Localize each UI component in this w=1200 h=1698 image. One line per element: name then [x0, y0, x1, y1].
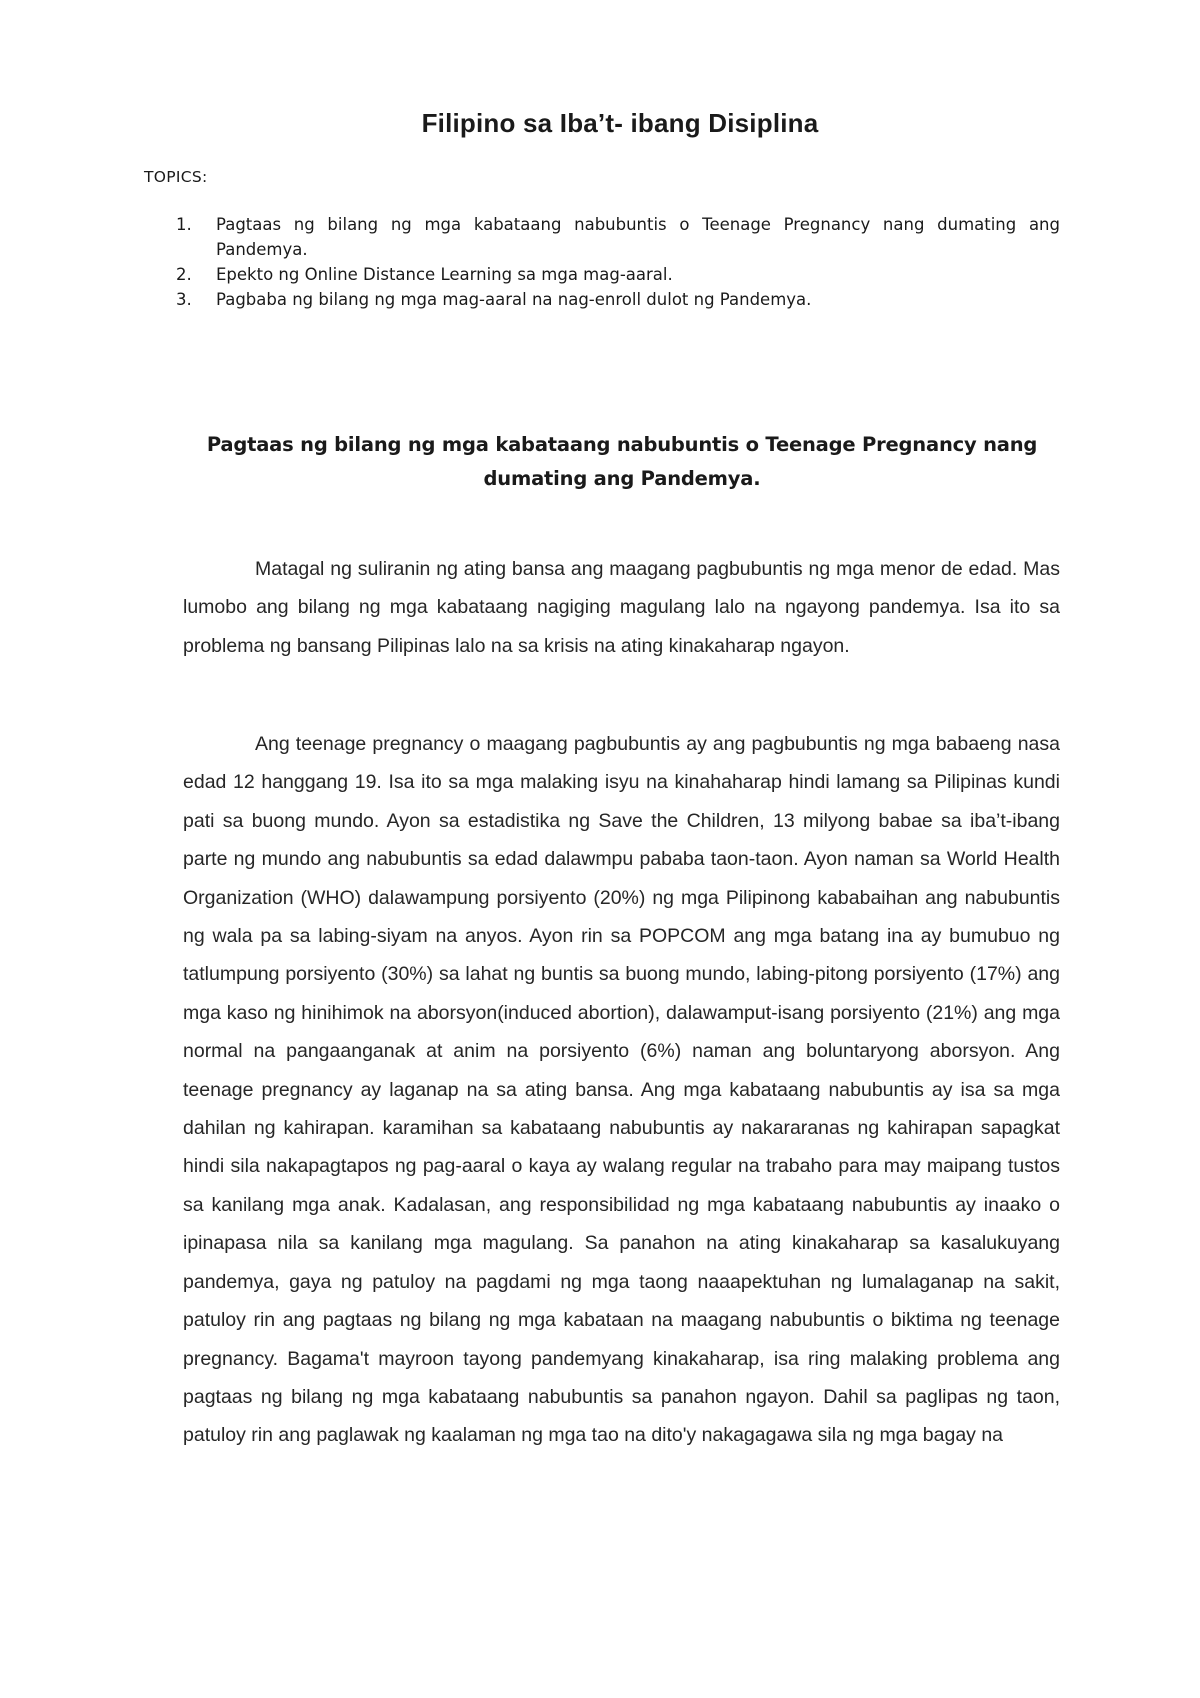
paragraph: [183, 550, 1060, 665]
paragraph-text: Matagal ng suliranin ng ating bansa ang maagang pagbubuntis ng mga menor de edad. Mas lumobo ang bilang ng mga kabataang nagiging magulang lalo na ngayong pandemya. Isa ito sa problema ng bansang Pilipinas lalo na sa krisis na ating kinakaharap ngayon.: [183, 558, 1060, 657]
paragraph: [183, 725, 1060, 1455]
list-item-number: 3.: [176, 290, 192, 309]
list-item: [176, 212, 1060, 262]
list-item-text: Pagtaas ng bilang ng mga kabataang nabubuntis o Teenage Pregnancy nang dumating ang Pandemya.: [216, 215, 1060, 259]
list-item-number: 1.: [176, 215, 192, 234]
section-heading: Pagtaas ng bilang ng mga kabataang nabubuntis o Teenage Pregnancy nang dumating ang Pandemya.: [206, 433, 1038, 490]
list-item: [176, 287, 1060, 312]
list-item-number: 2.: [176, 265, 192, 284]
list-item-text: Epekto ng Online Distance Learning sa mga mag-aaral.: [216, 265, 673, 284]
list-item-text: Pagbaba ng bilang ng mga mag-aaral na nag-enroll dulot ng Pandemya.: [216, 290, 812, 309]
paragraph-text: Ang teenage pregnancy o maagang pagbubuntis ay ang pagbubuntis ng mga babaeng nasa edad 12 hanggang 19. Isa ito sa mga malaking isyu na kinahaharap hindi lamang sa Pilipinas kundi pati sa buong mundo. Ayon sa estadistika ng Save the Children, 13 milyong babae sa iba’t-ibang parte ng mundo ang nabubuntis sa edad dalawmpu pababa taon-taon. Ayon naman sa World Health Organization (WHO) dalawampung porsiyento (20%) ng mga Pilipinong kababaihan ang nabubuntis ng wala pa sa labing-siyam na anyos. Ayon rin sa POPCOM ang mga batang ina ay bumubuo ng tatlumpung porsiyento (30%) sa lahat ng buntis sa buong mundo, labing-pitong porsiyento (17%) ang mga kaso ng hinihimok na aborsyon(induced abortion), dalawamput-isang porsiyento (21%) ang mga normal na pangaanganak at anim na porsiyento (6%) naman ang boluntaryong aborsyon. Ang teenage pregnancy ay laganap na sa ating bansa. Ang mga kabataang nabubuntis ay isa sa mga dahilan ng kahirapan. karamihan sa kabataang nabubuntis ay nakararanas ng kahirapan sapagkat hindi sila nakapagtapos ng pag-aaral o kaya ay walang regular na trabaho para may maipang tustos sa kanilang mga anak. Kadalasan, ang responsibilidad ng mga kabataang nabubuntis ay inaako o ipinapasa nila sa kanilang mga magulang. Sa panahon na ating kinakaharap sa kasalukuyang pandemya, gaya ng patuloy na pagdami ng mga taong naaapektuhan ng lumalaganap na sakit, patuloy rin ang pagtaas ng bilang ng mga kabataan na maagang nabubuntis o biktima ng teenage pregnancy. Bagama't mayroon tayong pandemyang kinakaharap, isa ring malaking problema ang pagtaas ng bilang ng mga kabataang nabubuntis sa panahon ngayon. Dahil sa paglipas ng taon, patuloy rin ang paglawak ng kaalaman ng mga tao na dito'y nakagagawa sila ng mga bagay na: [183, 733, 1060, 1447]
topics-list: [176, 212, 1060, 312]
document-title: Filipino sa Iba’t- ibang Disiplina: [421, 108, 819, 138]
topics-label: TOPICS:: [144, 168, 208, 186]
list-item: [176, 262, 1060, 287]
